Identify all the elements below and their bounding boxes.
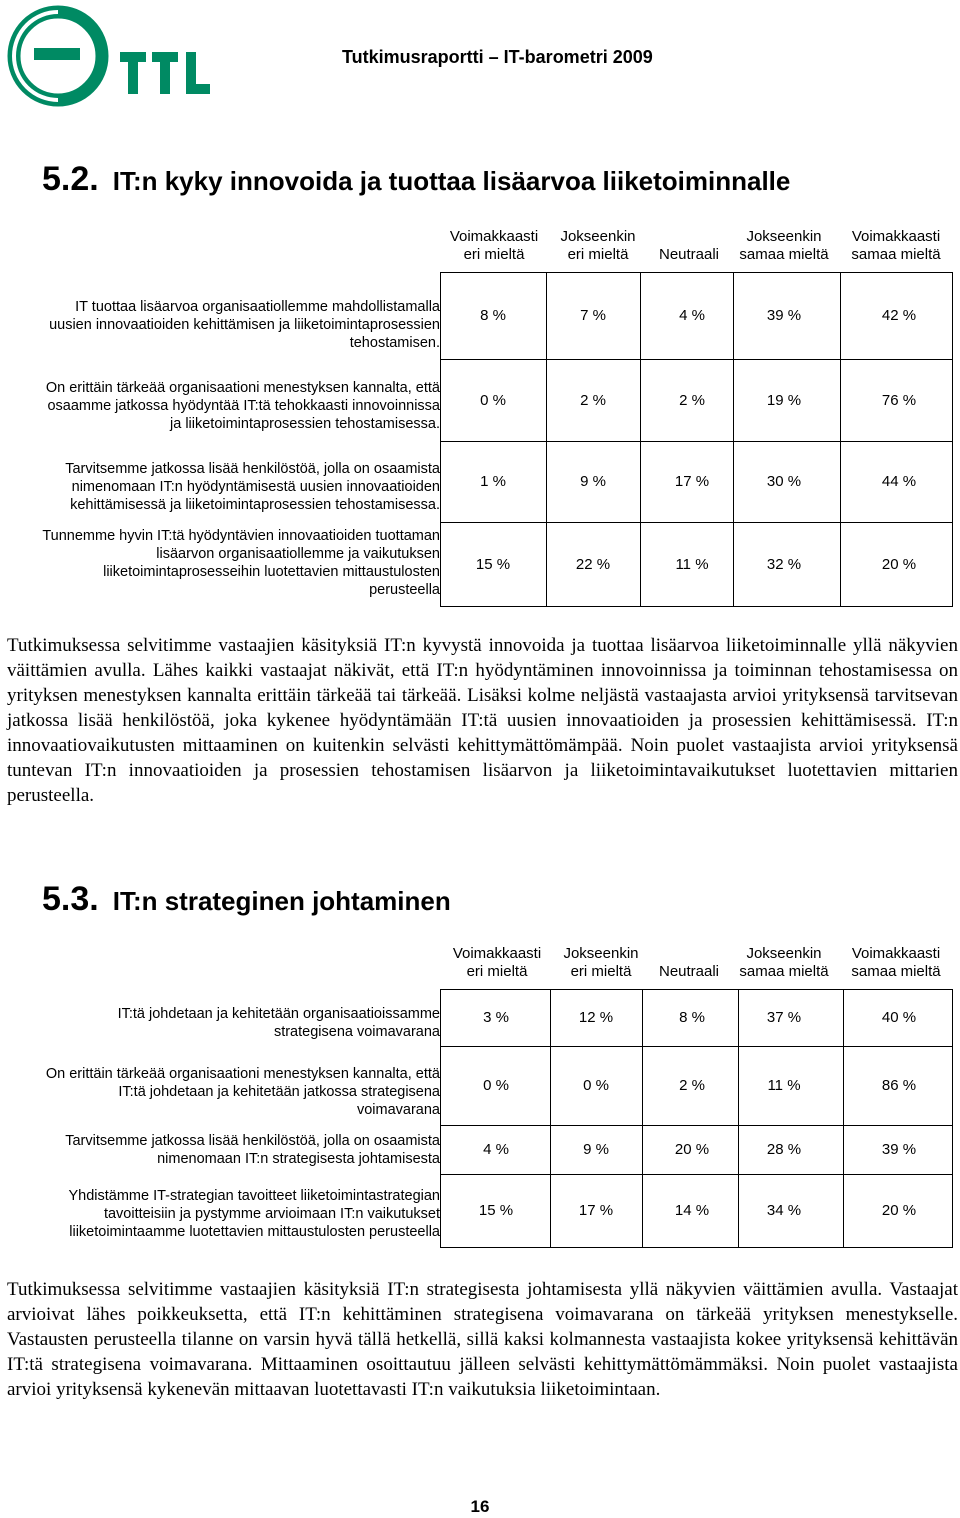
- value-cell: 19 %: [766, 391, 802, 409]
- value-cell: 20 %: [881, 555, 917, 573]
- value-cell: 30 %: [766, 473, 802, 490]
- value-cell: 20 %: [674, 1141, 710, 1158]
- value-cell: 8 %: [679, 1009, 705, 1026]
- ttl-logo: [4, 2, 214, 110]
- column-header: Neutraali: [658, 963, 720, 980]
- value-cell: 0 %: [483, 1077, 509, 1094]
- column-header: Jokseenkin eri mieltä: [563, 945, 639, 980]
- value-cell: 7 %: [580, 307, 606, 324]
- body-paragraph: Tutkimuksessa selvitimme vastaajien käsityksiä IT:n kyvystä innovoida ja tuottaa lisäarvoa liiketoiminnalle yllä näkyvien väittämien avulla. Lähes kaikki vastaajat näkivät, että IT:n hyödyntäminen innovoinnissa ja toiminnan tehostamisessa on yrityksen menestyksen kannalta erittäin tärkeää tai tärkeää. Lisäksi kolme neljästä vastaajasta arvioi yrityksensä tarvitsevan jatkossa lisää henkilöstöä, joka kykenee hyödyntämään IT:tä uusien innovaatioiden ja prosessien kehittämisessä. IT:n innovaatiovaikutusten mittaaminen on kuitenkin selvästi kehittymättömämpää. Noin puolet vastaajista arvioi yrityksensä tuntevan IT:n innovaatioiden ja prosessien tehostamisen lisäarvon ja liiketoimintavaikutukset luotettavien mittarien perusteella.: [7, 635, 958, 806]
- column-header: Voimakkaasti eri mieltä: [452, 945, 542, 980]
- statement-label: On erittäin tärkeää organisaationi menestyksen kannalta, että IT:tä johdetaan ja kehitetään jatkossa strategisena voimavarana: [45, 1066, 440, 1118]
- value-cell: 39 %: [881, 1141, 917, 1158]
- value-cell: 3 %: [483, 1009, 509, 1026]
- value-cell: 4 %: [483, 1141, 509, 1158]
- column-header: Neutraali: [658, 246, 720, 263]
- section-heading-5-2: [42, 160, 790, 199]
- value-cell: 0 %: [480, 391, 506, 409]
- column-header: Voimakkaasti eri mieltä: [449, 228, 539, 263]
- value-cell: 86 %: [881, 1077, 917, 1094]
- section-title: IT:n strateginen johtaminen: [112, 886, 451, 916]
- statement-label: IT:tä johdetaan ja kehitetään organisaatioissamme strategisena voimavarana: [117, 1006, 440, 1040]
- section-heading-5-3: [42, 880, 451, 919]
- value-cell: 8 %: [480, 307, 506, 324]
- value-cell: 22 %: [575, 555, 611, 573]
- value-cell: 76 %: [881, 391, 917, 409]
- column-header: Jokseenkin samaa mieltä: [739, 228, 829, 263]
- statement-label: Tunnemme hyvin IT:tä hyödyntävien innovaatioiden tuottaman lisäarvon organisaatiollemme ja vaikutuksen liiketoimintaprosesseihin luotettavien mittaustulosten perusteella: [42, 528, 440, 598]
- value-cell: 32 %: [766, 555, 802, 573]
- value-cell: 17 %: [578, 1202, 614, 1219]
- body-paragraph: Tutkimuksessa selvitimme vastaajien käsityksiä IT:n strategisesta johtamisesta yllä näkyvien väittämien avulla. Vastaajat arvioivat lähes poikkeuksetta, että IT:n kehittäminen strategisena voimavarana on tärkeää yrityksen menestykselle. Vastausten perusteella tilanne on varsin hyvä tällä hetkellä, sillä kaksi kolmannesta vastaajista kokee yrityksensä kehittävän IT:tä strategisena voimavarana. Mittaaminen osoittautuu jälleen selvästi kehittymättömämmäksi. Noin puolet vastaajista arvioi yrityksensä kykenevän mittaavan luotettavasti IT:n vaikutuksia liiketoimintaan.: [7, 1279, 958, 1400]
- value-cell: 11 %: [767, 1077, 801, 1094]
- value-cell: 2 %: [679, 391, 705, 409]
- statement-label: Yhdistämme IT-strategian tavoitteet liiketoimintastrategian tavoitteisiin ja pystymme arvioimaan IT:n vaikutukset liiketoimintaamme luotettavien mittaustulosten perusteella: [68, 1188, 440, 1240]
- value-cell: 2 %: [679, 1077, 705, 1094]
- value-cell: 34 %: [766, 1202, 802, 1219]
- value-cell: 44 %: [881, 473, 917, 490]
- value-cell: 37 %: [766, 1009, 802, 1026]
- value-cell: 39 %: [766, 307, 802, 324]
- column-header: Voimakkaasti samaa mieltä: [851, 228, 941, 263]
- value-cell: 12 %: [578, 1009, 614, 1026]
- value-cell: 4 %: [679, 307, 705, 324]
- value-cell: 2 %: [580, 391, 606, 409]
- section-title: IT:n kyky innovoida ja tuottaa lisäarvoa liiketoiminnalle: [112, 166, 791, 196]
- value-cell: 40 %: [881, 1009, 917, 1026]
- value-cell: 20 %: [881, 1202, 917, 1219]
- value-cell: 15 %: [475, 555, 511, 573]
- value-cell: 9 %: [580, 473, 606, 490]
- statement-label: On erittäin tärkeää organisaationi menestyksen kannalta, että osaamme jatkossa hyödyntää IT:tä tehokkaasti innovoinnissa ja liiketoimintaprosessien tehostamisessa.: [45, 380, 440, 432]
- statement-label: Tarvitsemme jatkossa lisää henkilöstöä, jolla on osaamista nimenomaan IT:n hyödyntämisestä uusien innovaatioiden kehittämisessä ja liiketoimintaprosessien tehostamisessa.: [65, 461, 440, 513]
- statement-label: Tarvitsemme jatkossa lisää henkilöstöä, jolla on osaamista nimenomaan IT:n strategisesta johtamisesta: [65, 1133, 440, 1167]
- value-cell: 42 %: [881, 307, 917, 324]
- column-header: Jokseenkin samaa mieltä: [739, 945, 829, 980]
- page-number: 16: [470, 1497, 490, 1516]
- section-number: 5.3.: [42, 880, 99, 918]
- value-cell: 0 %: [583, 1077, 609, 1094]
- report-title: Tutkimusraportti – IT-barometri 2009: [342, 47, 653, 67]
- value-cell: 17 %: [674, 473, 710, 490]
- value-cell: 9 %: [583, 1141, 609, 1158]
- section-number: 5.2.: [42, 160, 99, 198]
- value-cell: 15 %: [478, 1202, 514, 1219]
- value-cell: 14 %: [674, 1202, 710, 1219]
- value-cell: 11 %: [675, 555, 709, 573]
- column-header: Jokseenkin eri mieltä: [560, 228, 636, 263]
- column-header: Voimakkaasti samaa mieltä: [851, 945, 941, 980]
- value-cell: 28 %: [766, 1141, 802, 1158]
- statement-label: IT tuottaa lisäarvoa organisaatiollemme mahdollistamalla uusien innovaatioiden kehittämisen ja liiketoimintaprosessien tehostamisen.: [49, 299, 440, 351]
- value-cell: 1 %: [480, 473, 506, 490]
